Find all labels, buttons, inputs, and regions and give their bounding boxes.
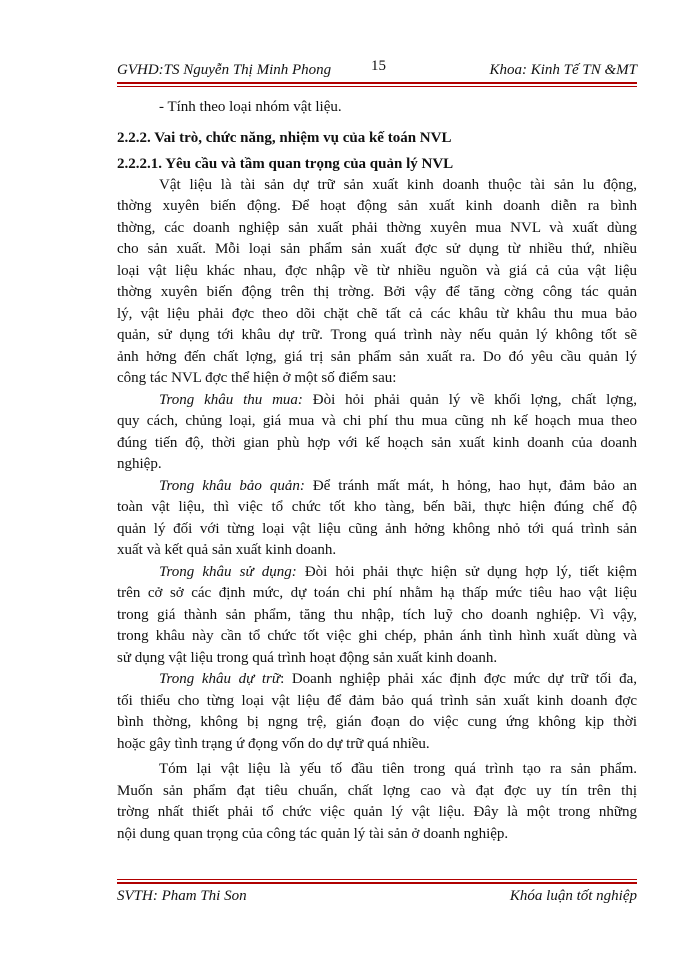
paragraph-line [159, 389, 637, 411]
paragraph-line: trong khâu này cần tổ chức tốt việc ghi chép, phản ánh tình hình xuất dùng và [117, 628, 637, 644]
paragraph-line: ảnh hởng đến chất lợng, giá trị sản phẩm sản xuất ra. Do đó yêu cầu quản lý [117, 349, 637, 365]
paragraph-line: Tóm lại vật liệu là yếu tố đầu tiên trong quá trình tạo ra sản phẩm. [159, 761, 637, 777]
paragraph-line: sử dụng vật liệu trong quá trình hoạt động sản xuất kinh doanh. [117, 650, 498, 666]
paragraph-line: trên cở sở các định mức, dự toán chi phí nhằm hạ thấp mức tiêu hao vật liệu [117, 585, 637, 601]
paragraph-line: công tác NVL đợc thể hiện ở một số điểm sau: [117, 370, 397, 386]
header-rule-thick [117, 82, 637, 84]
footer-rule-thin [117, 879, 637, 880]
page-header [117, 58, 637, 80]
subsection-heading: 2.2.2.1. Yêu cầu và tầm quan trọng của quản lý NVL [117, 156, 454, 172]
paragraph-line: tối thiểu cho từng loại vật liệu để đảm bảo quá trình sản xuất kinh doanh đợc [117, 693, 637, 709]
paragraph-line: xuất và kết quả sản xuất kinh doanh. [117, 542, 337, 558]
paragraph-line [159, 561, 637, 583]
paragraph-line: thờng xuyên biến động. Để hoạt động sản xuất kinh doanh diễn ra bình [117, 198, 637, 214]
italic-label: Trong khâu bảo quản: [159, 478, 305, 494]
footer-rule-thick [117, 882, 637, 884]
paragraph-line: trong giá thành sản phẩm, tăng thu nhập, tích luỹ cho doanh nghiệp. Vì vậy, [117, 607, 637, 623]
paragraph-line [159, 668, 637, 690]
paragraph-line: quản, sử dụng tới khâu dự trữ. Trong quá trình này nếu quản lý không tốt sẽ [117, 327, 637, 343]
header-department: Khoa: Kinh Tế TN &MT [489, 62, 637, 78]
header-advisor: GVHD:TS Nguyễn Thị Minh Phong [117, 62, 332, 78]
paragraph-text: Để tránh mất mát, h hỏng, hao hụt, đảm bảo an [312, 478, 638, 494]
paragraph-line: thờng xuyên biến động trên thị trờng. Bởi vậy để tăng cờng công tác quản [117, 284, 637, 300]
italic-label: Trong khâu dự trữ [159, 671, 281, 687]
paragraph-line: nghiệp. [117, 456, 162, 472]
paragraph-line: Vật liệu là tài sản dự trữ sản xuất kinh doanh thuộc tài sản lu động, [159, 177, 637, 193]
italic-label: Trong khâu thu mua: [159, 392, 303, 408]
paragraph-line: loại vật liệu khác nhau, đợc nhập về từ nhiều nguồn và giá cả của vật liệu [117, 263, 637, 279]
paragraph-line: bình thờng, không bị ngng trệ, gián đoạn do việc cung ứng không kịp thời [117, 714, 637, 730]
paragraph-line: quản lý đối với từng loại vật liệu cũng ảnh hởng không nhỏ tới quá trình sản [117, 521, 637, 537]
paragraph-line [159, 475, 637, 497]
footer-student: SVTH: Pham Thi Son [117, 888, 247, 904]
paragraph-text: Đòi hỏi phải thực hiện sử dụng hợp lý, tiết kiệm [304, 564, 638, 580]
paragraph-line: thờng, các doanh nghiệp sản xuất phải thờng xuyên mua NVL và xuất dùng [117, 220, 637, 236]
paragraph-line: nội dung quan trọng của công tác quản lý tài sản ở doanh nghiệp. [117, 826, 509, 842]
header-rule-thin [117, 86, 637, 87]
paragraph-text: Đòi hỏi phải quản lý về khối lợng, chất lợng, [312, 392, 637, 408]
italic-label: Trong khâu sử dụng: [159, 564, 297, 580]
section-heading: 2.2.2. Vai trò, chức năng, nhiệm vụ của kế toán NVL [117, 130, 452, 146]
paragraph-line: Muốn sản phẩm đạt tiêu chuẩn, chất lợng cao và đạt đợc uy tín trên thị [117, 783, 637, 799]
paragraph-line: cho sản xuất. Mỗi loại sản phẩm sản xuất đợc sử dụng từ nhiều thứ, nhiều [117, 241, 637, 257]
paragraph-line: đúng tiến độ, thời gian phù hợp với kế hoạch sản xuất kinh doanh của doanh [117, 435, 637, 451]
paragraph-text: : Doanh nghiệp phải xác định đợc mức dự trữ tối đa, [280, 671, 637, 687]
footer-thesis-label: Khóa luận tốt nghiệp [509, 888, 637, 904]
paragraph-line: hoặc gây tình trạng ứ đọng vốn do dự trữ quá nhiều. [117, 736, 430, 752]
paragraph-line: trờng nhất thiết phải tổ chức việc quản lý vật liệu. Đây là một trong những [117, 804, 637, 820]
paragraph-line: toàn vật liệu, thì việc tổ chức tốt kho tàng, bến bãi, thực hiện đúng chế độ [117, 499, 637, 515]
paragraph-line: lý, vật liệu phải đợc theo dõi chặt chẽ tất cả các khâu từ khâu thu mua bảo [117, 306, 637, 322]
bullet-item: - Tính theo loại nhóm vật liệu. [159, 99, 342, 115]
page-number: 15 [371, 58, 386, 74]
page-footer [117, 888, 637, 910]
paragraph-line: quy cách, chủng loại, giá mua và chi phí thu mua cũng nh kế hoạch mua theo [117, 413, 637, 429]
